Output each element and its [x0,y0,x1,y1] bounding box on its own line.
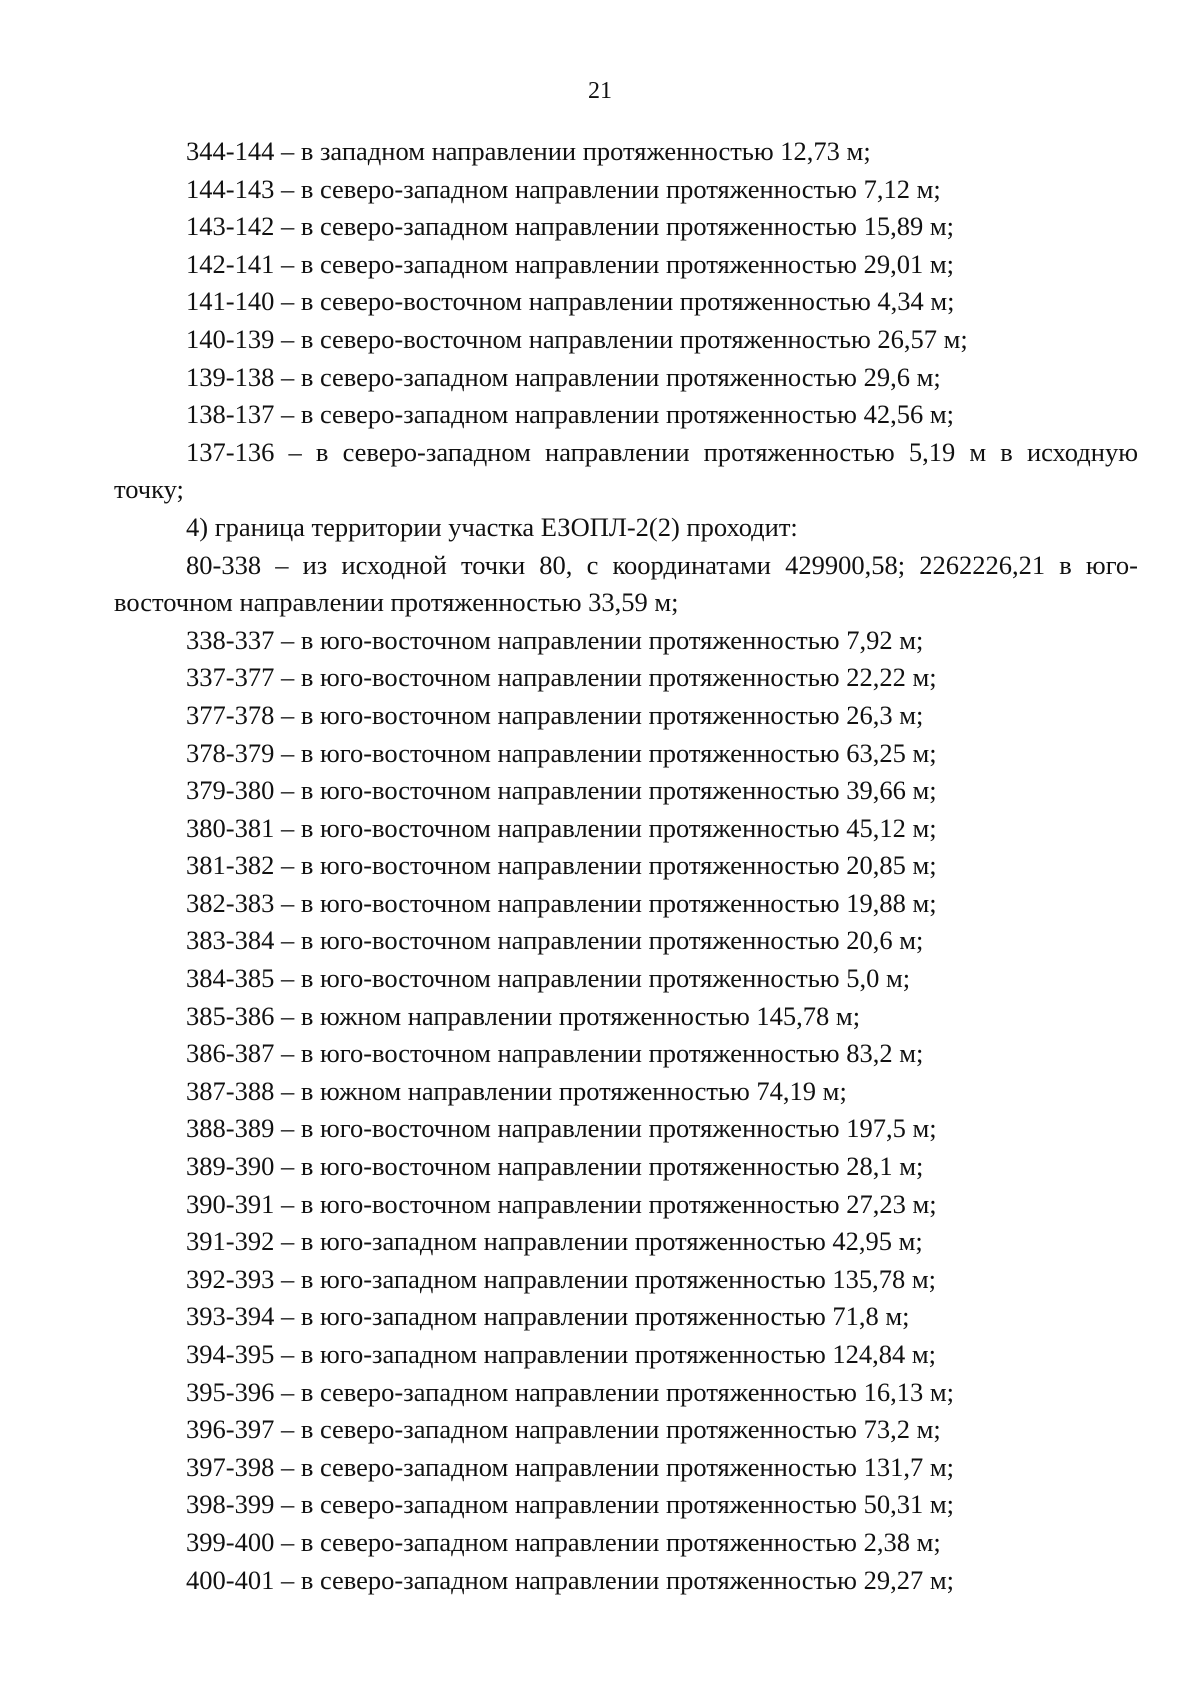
text-line: 140-139 – в северо-восточном направлении протяженностью 26,57 м; [186,323,968,354]
text-line: 394-395 – в юго-западном направлении протяженностью 124,84 м; [186,1339,937,1369]
text-line: 80-338 – из исходной точки 80, с координатами 429900,58; 2262226,21 в юго- [186,549,1138,580]
text-line: 397-398 – в северо-западном направлении протяженностью 131,7 м; [186,1451,954,1482]
text-line: 399-400 – в северо-западном направлении протяженностью 2,38 м; [186,1526,941,1557]
text-line: 392-393 – в юго-западном направлении протяженностью 135,78 м; [186,1263,937,1294]
text-line: 377-378 – в юго-восточном направлении протяженностью 26,3 м; [186,699,924,730]
text-line: 144-143 – в северо-западном направлении протяженностью 7,12 м; [186,173,941,204]
text-line: 143-142 – в северо-западном направлении протяженностью 15,89 м; [186,211,954,242]
text-line: 380-381 – в юго-восточном направлении протяженностью 45,12 м; [186,812,937,843]
text-line: 385-386 – в южном направлении протяженностью 145,78 м; [186,1000,861,1031]
text-line: 4) граница территории участка ЕЗОПЛ-2(2) проходит: [186,511,798,542]
text-line: 386-387 – в юго-восточном направлении протяженностью 83,2 м; [186,1038,924,1069]
text-line: 383-384 – в юго-восточном направлении протяженностью 20,6 м; [186,925,924,956]
text-line: 384-385 – в юго-восточном направлении протяженностью 5,0 м; [186,963,911,994]
text-line: 378-379 – в юго-восточном направлении протяженностью 63,25 м; [186,737,937,768]
text-line: 387-388 – в южном направлении протяженностью 74,19 м; [186,1075,847,1106]
text-line: 391-392 – в юго-западном направлении протяженностью 42,95 м; [186,1226,923,1257]
text-line: 379-380 – в юго-восточном направлении протяженностью 39,66 м; [186,775,937,806]
text-line: 337-377 – в юго-восточном направлении протяженностью 22,22 м; [186,662,937,693]
text-line: 381-382 – в юго-восточном направлении протяженностью 20,85 м; [186,850,937,881]
text-line: 137-136 – в северо-западном направлении протяженностью 5,19 м в исходную [186,436,1138,467]
document-body [114,133,1138,1599]
text-line: 344-144 – в западном направлении протяженностью 12,73 м; [186,136,871,166]
text-line: 398-399 – в северо-западном направлении протяженностью 50,31 м; [186,1489,954,1520]
text-line: 390-391 – в юго-восточном направлении протяженностью 27,23 м; [186,1188,937,1219]
text-line: 338-337 – в юго-восточном направлении протяженностью 7,92 м; [186,624,924,655]
text-line: точку; [114,474,184,505]
text-line: 388-389 – в юго-восточном направлении протяженностью 197,5 м; [186,1113,937,1144]
text-line: 138-137 – в северо-западном направлении протяженностью 42,56 м; [186,399,954,430]
text-line: 393-394 – в юго-западном направлении протяженностью 71,8 м; [186,1301,910,1332]
text-line: 141-140 – в северо-восточном направлении протяженностью 4,34 м; [186,286,955,317]
text-line: 142-141 – в северо-западном направлении протяженностью 29,01 м; [186,248,954,279]
text-line: восточном направлении протяженностью 33,59 м; [114,587,679,618]
text-line: 139-138 – в северо-западном направлении протяженностью 29,6 м; [186,361,941,392]
text-line: 389-390 – в юго-восточном направлении протяженностью 28,1 м; [186,1151,924,1182]
text-line: 400-401 – в северо-западном направлении протяженностью 29,27 м; [186,1564,954,1595]
page-number: 21 [588,78,612,104]
text-line: 395-396 – в северо-западном направлении протяженностью 16,13 м; [186,1376,954,1407]
text-line: 382-383 – в юго-восточном направлении протяженностью 19,88 м; [186,887,937,918]
text-line: 396-397 – в северо-западном направлении протяженностью 73,2 м; [186,1414,941,1445]
